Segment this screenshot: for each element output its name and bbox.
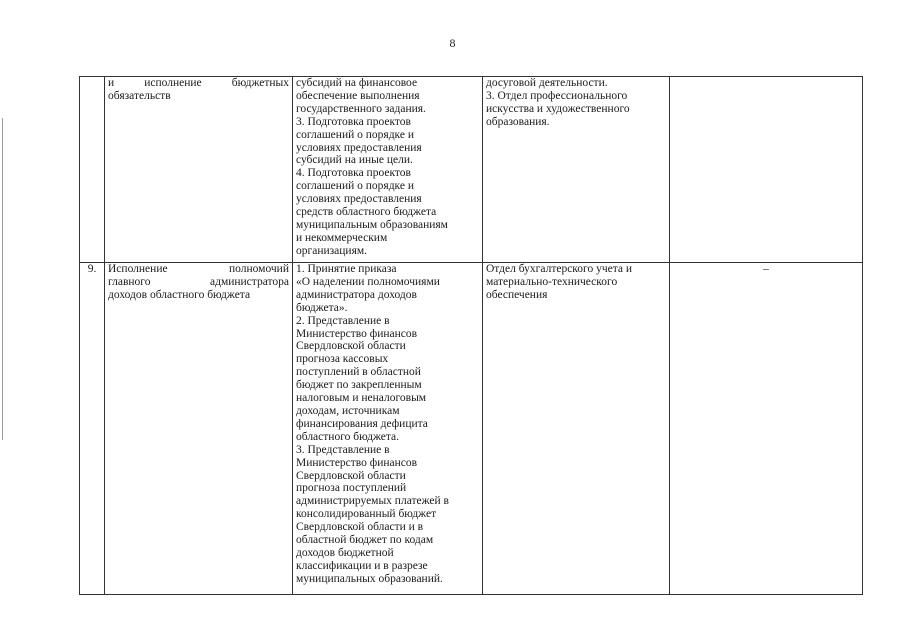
tasks-text: 1. Принятие приказа «О наделении полномочиями администратора доходов бюджета». 2. Представление в Министерство финансов Свердловской области прогноза кассовых поступлений в областной бюджет по закрепленным налоговым и неналоговым доходам, источникам финансирования дефицита областного бюджета. 3. Представление в Министерство финансов Свердловской области прогноза поступлений администрируемых платежей в консолидированный бюджет Свердловской области и в областной бюджет по кодам доходов бюджетной классификации и в разрезе муниципальных образований. — [296, 263, 449, 585]
department-text: досуговой деятельности. 3. Отдел профессионального искусства и художественного образования. — [486, 77, 630, 128]
department-cell — [483, 77, 670, 263]
function-name-line: обязательств — [108, 89, 171, 102]
tasks-cell — [293, 263, 483, 595]
department-text: Отдел бухгалтерского учета и материально-технического обеспечения — [486, 263, 633, 301]
page-number: 8 — [449, 36, 456, 50]
note-cell: – — [670, 263, 863, 595]
row-number-cell: 9. — [80, 263, 105, 595]
note-cell — [670, 77, 863, 263]
tasks-text: субсидий на финансовое обеспечение выполнения государственного задания. 3. Подготовка проектов соглашений о порядке и условиях предоставления субсидий на иные цели. 4. Подготовка проектов соглашений о порядке и условиях предоставления средств областного бюджета муниципальным образованиям и некоммерческим организациям. — [296, 77, 448, 257]
function-name-line: доходов областного бюджета — [108, 288, 251, 301]
function-name-cell — [105, 77, 293, 263]
row-number-cell — [80, 77, 105, 263]
function-name-line: Исполнение полномочий — [108, 263, 289, 275]
function-name-line: главного администратора — [108, 275, 289, 288]
scan-edge-line — [2, 118, 3, 440]
table-row — [80, 263, 863, 595]
responsibilities-table — [79, 76, 863, 595]
function-name-cell — [105, 263, 293, 595]
tasks-cell — [293, 77, 483, 263]
function-name-line: и исполнение бюджетных — [108, 77, 289, 89]
table-row — [80, 77, 863, 263]
department-cell — [483, 263, 670, 595]
